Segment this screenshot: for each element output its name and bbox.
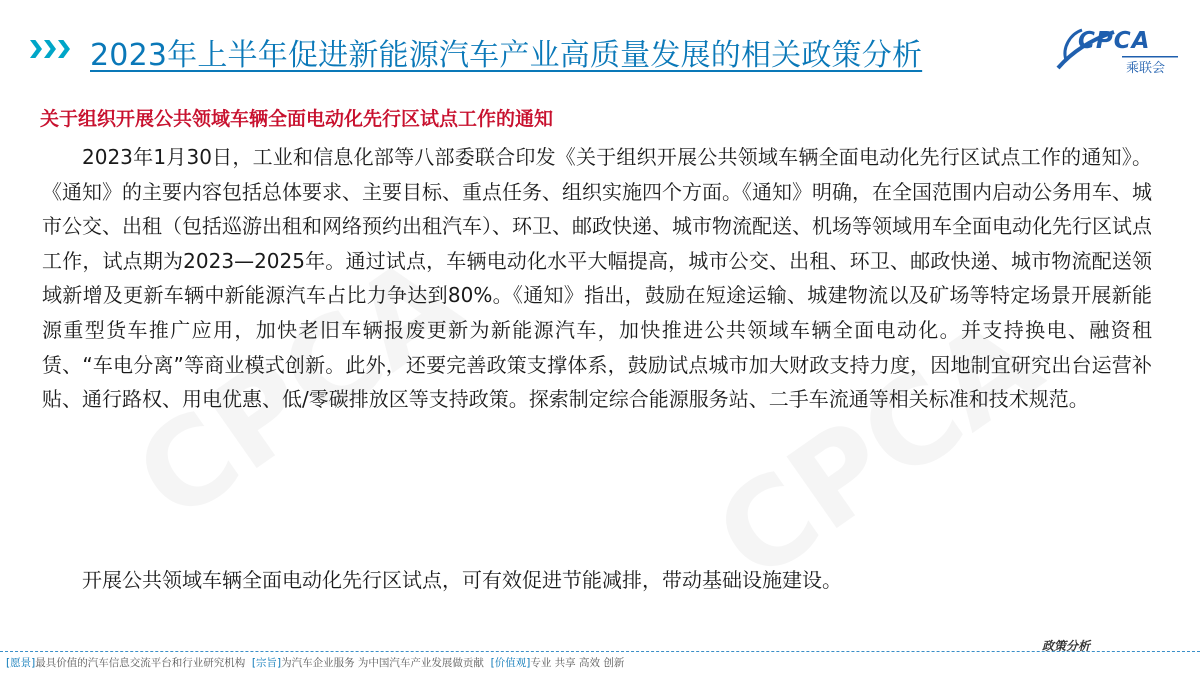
cpca-logo — [1052, 22, 1182, 82]
footer-vision: 最具价值的汽车信息交流平台和行业研究机构 — [35, 657, 246, 669]
paragraph-conclusion: 开展公共领域车辆全面电动化先行区试点，可有效促进节能减排，带动基础设施建设。 — [82, 568, 842, 592]
footer-divider — [0, 651, 1200, 652]
chevron-icon — [30, 40, 72, 58]
footer-vision-key: [愿景] — [6, 657, 36, 669]
footer-purpose-key: [宗旨] — [251, 657, 282, 669]
page-title: 2023年上半年促进新能源汽车产业高质量发展的相关政策分析 — [90, 38, 923, 73]
logo-cn: 乘联会 — [1126, 61, 1166, 76]
logo-text: CPCA — [1078, 28, 1151, 54]
paragraph-main: 2023年1月30日，工业和信息化部等八部委联合印发《关于组织开展公共领域车辆全面电动化先行区试点工作的通知》。《通知》的主要内容包括总体要求、主要目标、重点任务、组织实施四个方面。《通知》明确，在全国范围内启动公务用车、城市公交、出租（包括巡游出租和网络预约出租汽车）、环卫、邮政快递、城市物流配送、机场等领域用车全面电动化先行区试点工作，试点期为2023—2025年。通过试点，车辆电动化水平大幅提高，城市公交、出租、环卫、邮政快递、城市物流配送领域新增及更新车辆中新能源汽车占比力争达到80%。《通知》指出，鼓励在短途运输、城建物流以及矿场等特定场景开展新能源重型货车推广应用，加快老旧车辆报废更新为新能源汽车，加快推进公共领域车辆全面电动化。并支持换电、融资租赁、“车电分离”等商业模式创新。此外，还要完善政策支撑体系，鼓励试点城市加大财政支持力度，因地制宜研究出台运营补贴、通行路权、用电优惠、低/零碳排放区等支持政策。探索制定综合能源服务站、二手车流通等相关标准和技术规范。 — [42, 145, 1152, 412]
footer-values: 专业 共享 高效 创新 — [530, 657, 625, 669]
section-heading: 关于组织开展公共领域车辆全面电动化先行区试点工作的通知 — [40, 108, 554, 130]
footer-text — [6, 655, 624, 670]
footer-tag: 政策分析 — [1041, 639, 1090, 653]
footer-purpose: 为汽车企业服务 为中国汽车产业发展做贡献 — [281, 657, 484, 669]
footer-values-key: [价值观] — [490, 657, 531, 669]
